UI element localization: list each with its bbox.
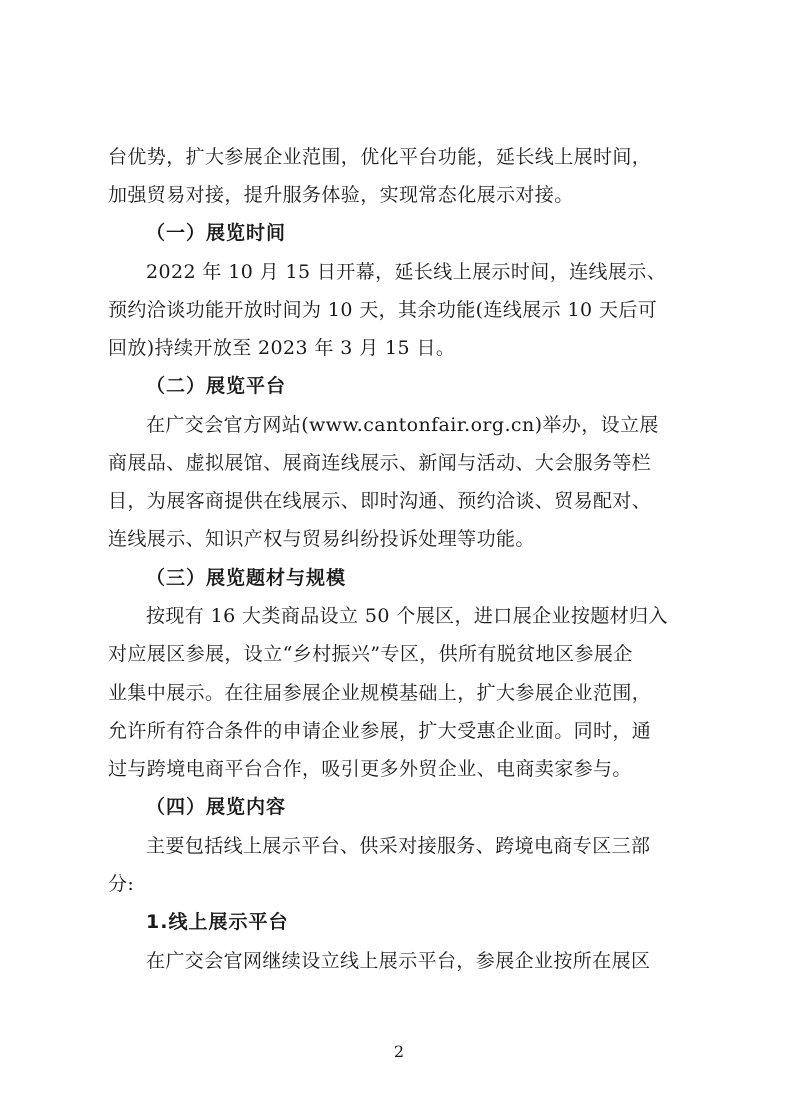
subsection-heading-online-platform: 1.线上展示平台 (146, 911, 289, 933)
body-text-line-11: 对应展区参展，设立“乡村振兴”专区，供所有脱贫地区参展企 (108, 643, 633, 665)
body-text-line-7: 商展品、虚拟展馆、展商连线展示、新闻与活动、大会服务等栏 (108, 452, 652, 474)
body-text-line-6: 在广交会官方网站(www.cantonfair.org.cn)举办，设立展 (146, 414, 659, 436)
body-text-line-4: 预约洽谈功能开放时间为 10 天，其余功能(连线展示 10 天后可 (108, 299, 658, 321)
section-heading-exhibition-content: （四）展览内容 (146, 796, 287, 818)
body-text-line-9: 连线展示、知识产权与贸易纠纷投诉处理等功能。 (108, 528, 535, 550)
body-text-line-3: 2022 年 10 月 15 日开幕，延长线上展示时间，连线展示、 (146, 261, 667, 283)
body-text-line-2: 加强贸易对接，提升服务体验，实现常态化展示对接。 (108, 184, 574, 206)
body-text-line-13: 允许所有符合条件的申请企业参展，扩大受惠企业面。同时，通 (108, 720, 652, 742)
body-text-line-8: 目，为展客商提供在线展示、即时沟通、预约洽谈、贸易配对、 (108, 490, 652, 512)
body-text-line-14: 过与跨境电商平台合作，吸引更多外贸企业、电商卖家参与。 (108, 758, 632, 780)
body-text-line-10: 按现有 16 大类商品设立 50 个展区，进口展企业按题材归入 (146, 605, 668, 627)
body-text-line-16: 分: (108, 873, 135, 895)
body-text-line-15: 主要包括线上展示平台、供采对接服务、跨境电商专区三部 (146, 835, 651, 857)
section-heading-theme-scale: （三）展览题材与规模 (146, 567, 347, 589)
body-text-line-12: 业集中展示。在往届参展企业规模基础上，扩大参展企业范围， (108, 682, 652, 704)
section-heading-exhibition-time: （一）展览时间 (146, 222, 287, 244)
page-number: 2 (393, 1042, 405, 1061)
body-text-line-5: 回放)持续开放至 2023 年 3 月 15 日。 (108, 337, 456, 359)
body-text-line-17: 在广交会官网继续设立线上展示平台，参展企业按所在展区 (146, 950, 651, 972)
body-text-line-1: 台优势，扩大参展企业范围，优化平台功能，延长线上展时间， (108, 146, 652, 168)
section-heading-exhibition-platform: （二）展览平台 (146, 375, 287, 397)
